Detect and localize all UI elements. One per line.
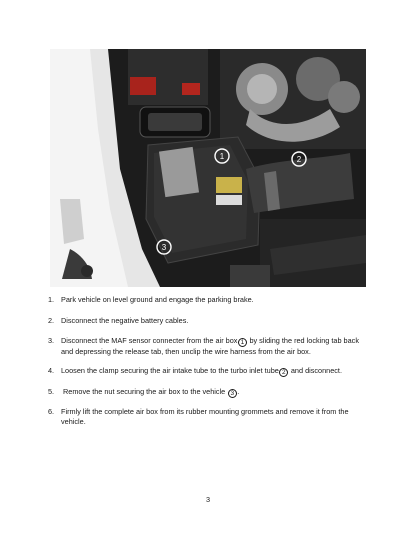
step-text-before: Loosen the clamp securing the air intake tube to the turbo inlet tube [61,366,279,375]
step-text-after: by sliding the red locking tab back and depressing the release tab, then unclip the wire harness from the air box. [61,336,359,356]
svg-text:3: 3 [161,243,167,252]
callout-ref-3: 3 [228,389,237,398]
step-text-after: . [237,387,240,396]
step-text-before: Disconnect the MAF sensor connecter from the air box [61,336,238,345]
step-text-after: and disconnect. [288,366,342,375]
step-number: 3. [48,336,55,345]
step-2 [48,316,370,326]
step-number: 4. [48,366,55,375]
step-text-before: Remove the nut securing the air box to the vehicle [63,387,226,396]
step-number: 5. [48,387,55,396]
svg-text:2: 2 [296,155,302,164]
step-number: 1. [48,295,55,304]
step-number: 6. [48,407,55,416]
callout-ref-1: 1 [238,338,247,347]
engine-bay-photo [50,49,366,287]
svg-text:1: 1 [219,152,225,161]
step-text: Firmly lift the complete air box from its rubber mounting grommets and remove it from the vehicle. [61,407,349,426]
step-number: 2. [48,316,55,325]
page-number: 3 [205,495,211,504]
instruction-list [48,295,370,427]
step-1 [48,295,370,305]
step-text: Disconnect the negative battery cables. [61,316,189,325]
callout-ref-2: 2 [279,368,288,377]
step-4 [48,366,370,377]
step-6 [48,407,370,427]
step-5 [48,387,370,398]
step-3 [48,336,370,357]
step-text: Park vehicle on level ground and engage the parking brake. [61,295,254,304]
